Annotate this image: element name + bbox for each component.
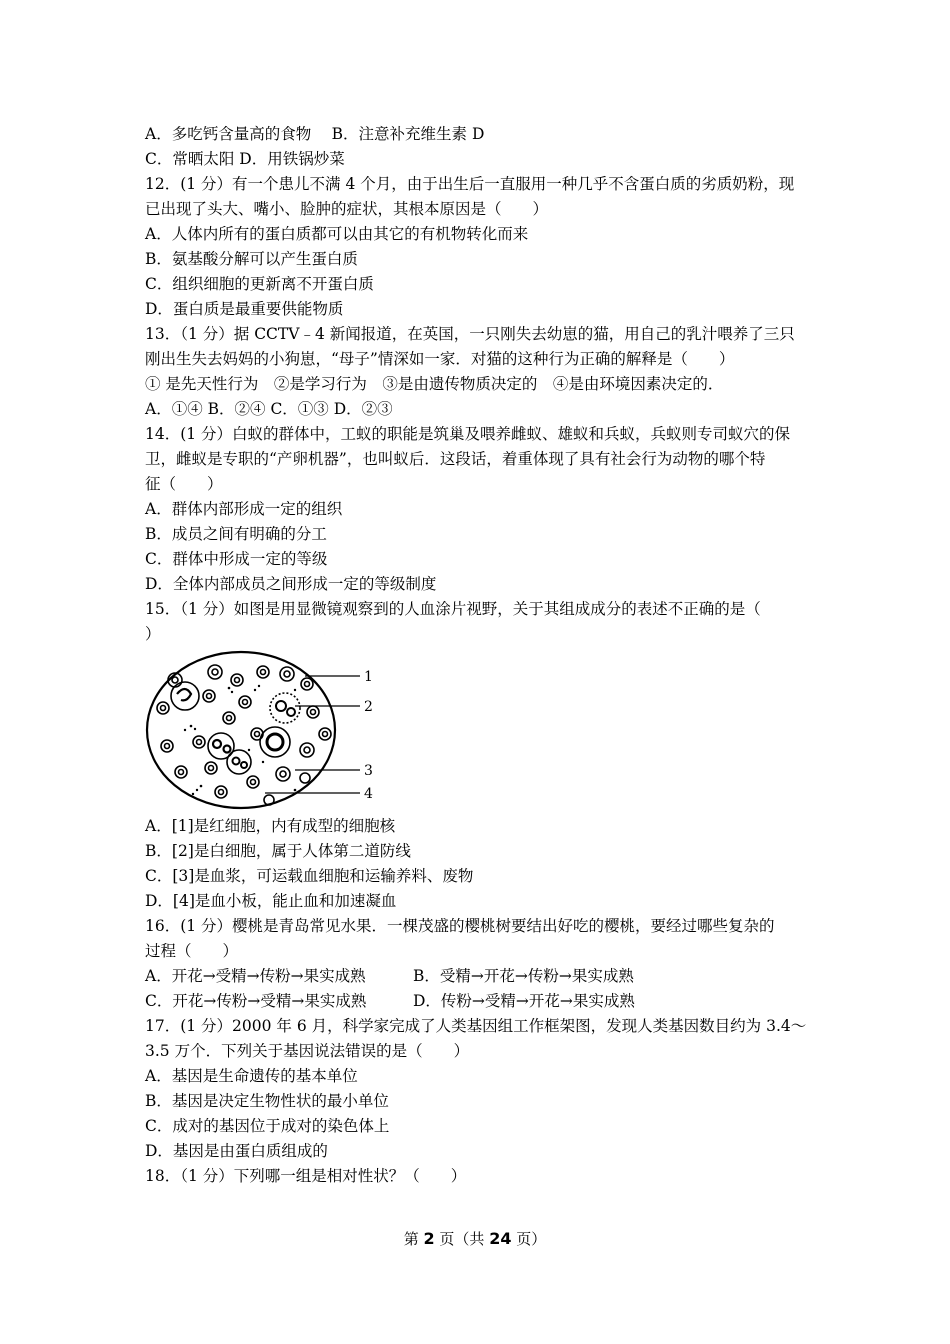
question-content bbox=[145, 122, 810, 1189]
q14-option-a: A．群体内部形成一定的组织 bbox=[145, 500, 343, 518]
q16-stem-line1: 16．(1 分）樱桃是青岛常见水果．一棵茂盛的樱桃树要结出好吃的樱桃，要经过哪些复杂的 bbox=[145, 917, 775, 935]
q15-option-b: B．[2]是白细胞，属于人体第二道防线 bbox=[145, 842, 411, 860]
q15-stem-line2: ） bbox=[145, 625, 161, 643]
footer-suffix: 页） bbox=[511, 1230, 547, 1248]
q15-option-a: A．[1]是红细胞，内有成型的细胞核 bbox=[145, 817, 396, 835]
figure-label-4: 4 bbox=[364, 786, 373, 802]
blood-smear-diagram bbox=[145, 650, 385, 812]
q17-option-d: D．基因是由蛋白质组成的 bbox=[145, 1142, 328, 1160]
q16-options-row2 bbox=[145, 989, 810, 1014]
q12-stem-line2: 已出现了头大、嘴小、脸肿的症状，其根本原因是（ ） bbox=[145, 200, 549, 218]
q17-option-a: A．基因是生命遗传的基本单位 bbox=[145, 1067, 358, 1085]
q13-options: A．①④ B．②④ C．①③ D．②③ bbox=[145, 400, 393, 418]
q15-option-c: C．[3]是血浆，可运载血细胞和运输养料、废物 bbox=[145, 867, 474, 885]
q17-stem-line2: 3.5 万个．下列关于基因说法错误的是（ ） bbox=[145, 1042, 470, 1060]
q15-option-d: D．[4]是血小板，能止血和加速凝血 bbox=[145, 892, 397, 910]
page-footer bbox=[0, 1228, 950, 1249]
q16-option-d: D．传粉→受精→开花→果实成熟 bbox=[413, 992, 635, 1010]
footer-page-number: 2 bbox=[423, 1229, 435, 1248]
q14-option-c: C．群体中形成一定的等级 bbox=[145, 550, 328, 568]
q14-stem-line1: 14．(1 分）白蚁的群体中，工蚁的职能是筑巢及喂养雌蚁、雄蚁和兵蚁，兵蚁则专司蚁穴的保 bbox=[145, 425, 791, 443]
q14-option-b: B．成员之间有明确的分工 bbox=[145, 525, 327, 543]
q12-option-d: D．蛋白质是最重要供能物质 bbox=[145, 300, 344, 318]
q16-stem-line2: 过程（ ） bbox=[145, 942, 239, 960]
footer-total-pages: 24 bbox=[489, 1229, 512, 1248]
q16-option-a: A．开花→受精→传粉→果实成熟 bbox=[145, 967, 366, 985]
q16-options-row1 bbox=[145, 964, 810, 989]
q17-option-c: C．成对的基因位于成对的染色体上 bbox=[145, 1117, 390, 1135]
q12-option-c: C．组织细胞的更新离不开蛋白质 bbox=[145, 275, 374, 293]
footer-prefix: 第 bbox=[403, 1230, 424, 1248]
q14-stem-line3: 征（ ） bbox=[145, 475, 223, 493]
q16-option-b: B．受精→开花→传粉→果实成熟 bbox=[413, 967, 634, 985]
q17-option-b: B．基因是决定生物性状的最小单位 bbox=[145, 1092, 389, 1110]
q13-stem-line3: ① 是先天性行为 ②是学习行为 ③是由遗传物质决定的 ④是由环境因素决定的． bbox=[145, 375, 724, 393]
q13-stem-line2: 刚出生失去妈妈的小狗崽，“母子”情深如一家．对猫的这种行为正确的解释是（ ） bbox=[145, 350, 735, 368]
q14-stem-line2: 卫，雌蚁是专职的“产卵机器”，也叫蚁后．这段话，着重体现了具有社会行为动物的哪个特 bbox=[145, 450, 766, 468]
q12-stem-line1: 12．(1 分）有一个患儿不满 4 个月，由于出生后一直服用一种几乎不含蛋白质的劣质奶粉，现 bbox=[145, 175, 795, 193]
figure-label-2: 2 bbox=[364, 699, 373, 715]
q12-option-b: B．氨基酸分解可以产生蛋白质 bbox=[145, 250, 358, 268]
q11-options-row1: A．多吃钙含量高的食物 B．注意补充维生素 D bbox=[145, 125, 485, 143]
q17-stem-line1: 17．(1 分）2000 年 6 月，科学家完成了人类基因组工作框架图，发现人类基因数目约为 3.4～ bbox=[145, 1017, 807, 1035]
q14-option-d: D．全体内部成员之间形成一定的等级制度 bbox=[145, 575, 437, 593]
figure-label-3: 3 bbox=[364, 763, 373, 779]
figure-label-1: 1 bbox=[364, 669, 373, 685]
q12-option-a: A．人体内所有的蛋白质都可以由其它的有机物转化而来 bbox=[145, 225, 529, 243]
q16-option-c: C．开花→传粉→受精→果实成熟 bbox=[145, 992, 367, 1010]
footer-middle: 页（共 bbox=[434, 1230, 490, 1248]
blood-smear-figure bbox=[145, 650, 810, 812]
q13-stem-line1: 13．（1 分）据 CCTV﹣4 新闻报道，在英国，一只刚失去幼崽的猫，用自己的乳汁喂养了三只 bbox=[145, 325, 795, 343]
q11-options-row2: C．常晒太阳 D．用铁锅炒菜 bbox=[145, 150, 345, 168]
q18-stem-line1: 18．（1 分）下列哪一组是相对性状？（ ） bbox=[145, 1167, 467, 1185]
q15-stem-line1: 15．（1 分）如图是用显微镜观察到的人血涂片视野，关于其组成成分的表述不正确的是（ bbox=[145, 600, 761, 618]
